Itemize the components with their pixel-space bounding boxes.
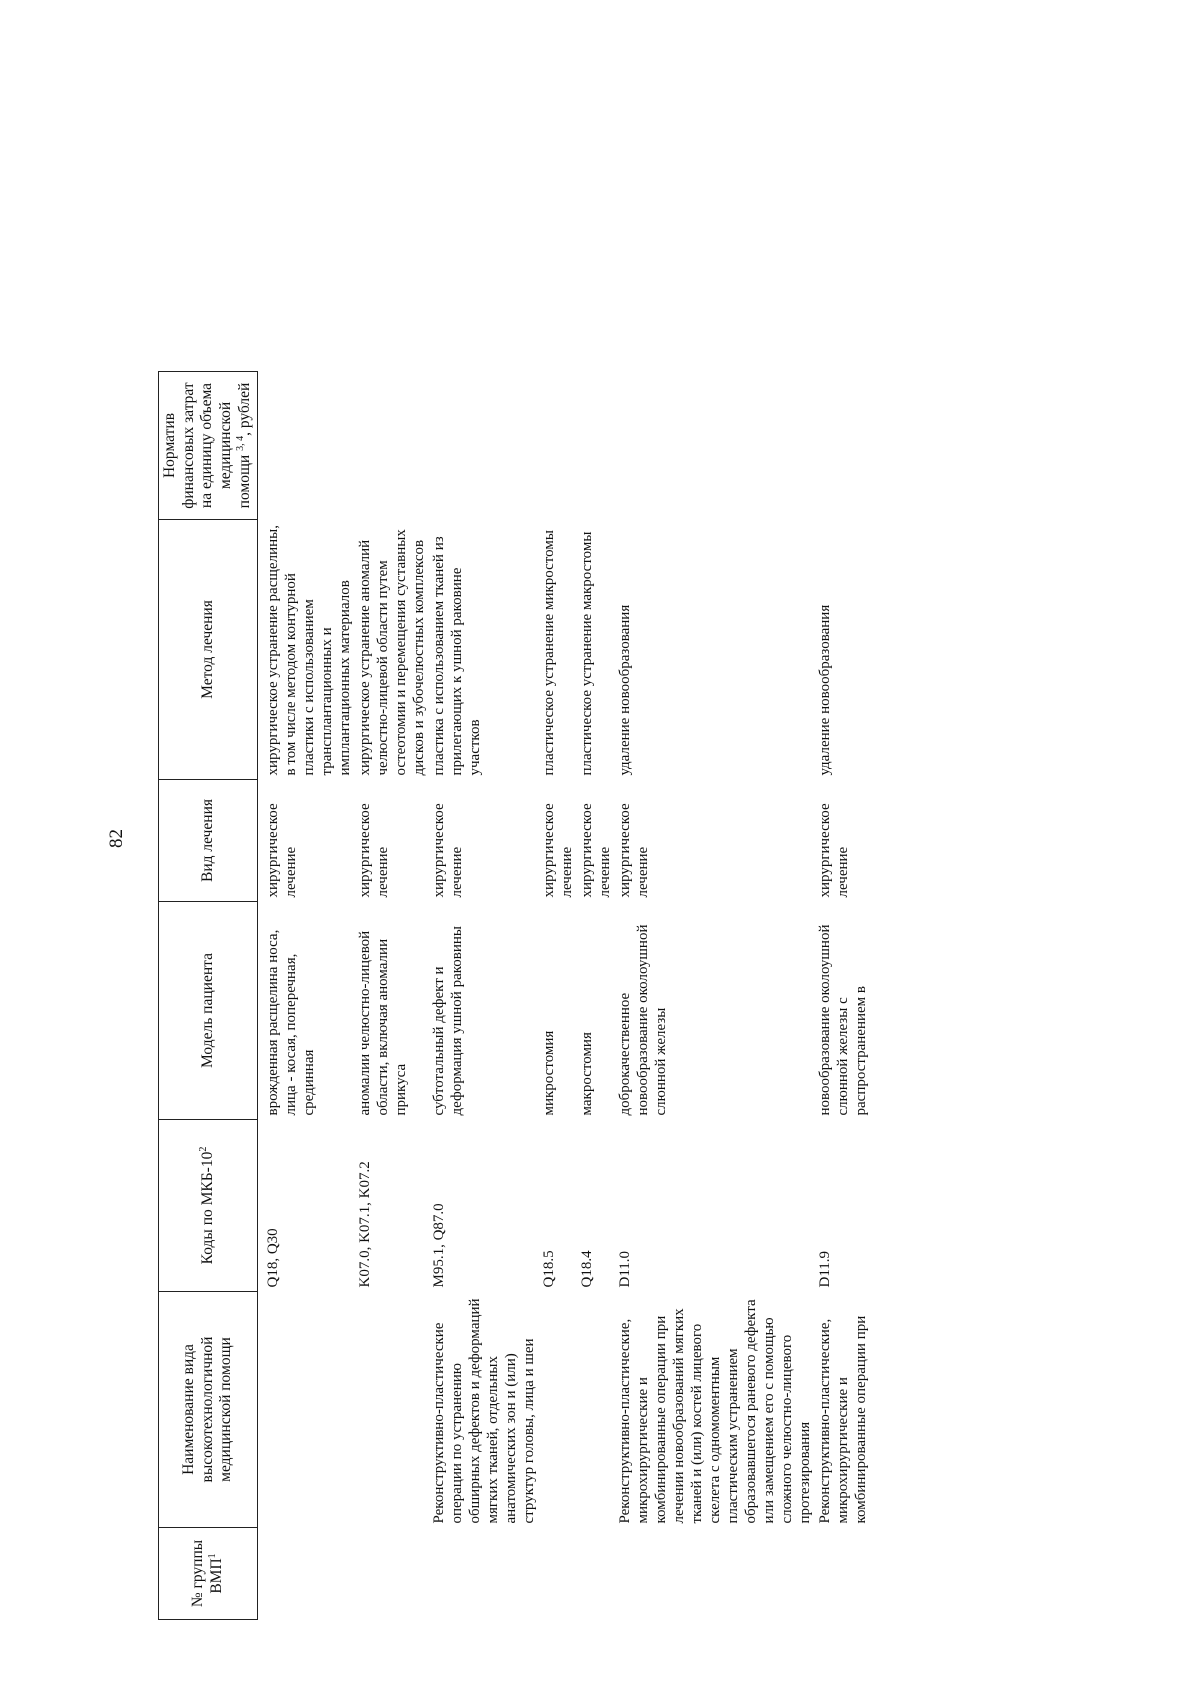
- cell-type: хирургическое лечение: [617, 803, 652, 898]
- cell-codes: M95.1, Q87.0: [431, 1203, 448, 1288]
- cell-group: [430, 1528, 540, 1620]
- header-care-type-name: Наименование вида высокотехнологичной медицинской помощи: [159, 1292, 258, 1528]
- cell-codes: D11.0: [617, 1250, 634, 1288]
- header-patient-model: Модель пациента: [159, 902, 258, 1120]
- cell-group: [356, 1528, 430, 1620]
- header-treatment-type: Вид лечения: [159, 780, 258, 902]
- cell-group: [616, 1528, 816, 1620]
- cell-cost: [540, 372, 578, 520]
- cell-cost: [816, 372, 872, 520]
- table-row: [816, 372, 872, 1620]
- cell-method: хирургическое устранение расщелины, в том числе методом контурной пластики с использованием трансплантационных и имплантационных материалов: [265, 525, 354, 776]
- header-group-number: № группы ВМП$^1$: [159, 1528, 258, 1620]
- cell-model: микростомия: [541, 1030, 558, 1116]
- table-row: [356, 372, 430, 1620]
- cell-name: Реконструктивно-пластические, микрохирургические и комбинированные операции при лечении новообразований мягких тканей и (или) костей лицевого скелета с одномоментным пластическим устранением образовавшегося раневого дефекта или замещением его с помощью сложного челюстно-лицевого протезирования: [617, 1299, 814, 1524]
- cell-codes: Q18.5: [541, 1250, 558, 1288]
- cell-name: [258, 1292, 357, 1528]
- cell-name: [540, 1292, 578, 1528]
- cell-group: [816, 1528, 872, 1620]
- cell-codes: K07.0, K07.1, K07.2: [357, 1161, 374, 1288]
- cell-cost: [430, 372, 540, 520]
- cell-group: [258, 1528, 357, 1620]
- table-row: [616, 372, 816, 1620]
- cell-type: хирургическое лечение: [357, 803, 392, 898]
- cell-name: Реконструктивно-пластические операции по устранению обширных дефектов и деформаций мягких тканей, отдельных анатомических зон и (или) структур головы, лица и шеи: [431, 1298, 538, 1524]
- cell-codes: D11.9: [817, 1250, 834, 1288]
- header-icd-codes: Коды по МКБ-$10^2$: [159, 1120, 258, 1292]
- cell-method: удаление новообразования: [817, 604, 834, 776]
- cell-method: пластика с использованием тканей из прилегающих к ушной раковине участков: [431, 536, 484, 776]
- cell-cost: [356, 372, 430, 520]
- table-header-row: [159, 372, 258, 1620]
- page-number: 82: [106, 829, 127, 848]
- cell-method: пластическое устранение микростомы: [541, 530, 558, 776]
- cell-group: [578, 1528, 616, 1620]
- cell-method: удаление новообразования: [617, 604, 634, 776]
- cell-model: доброкачественное новообразование околоушной слюнной железы: [617, 924, 670, 1116]
- cell-model: новообразование околоушной слюнной железы с распространением в: [817, 924, 870, 1116]
- table-row: [430, 372, 540, 1620]
- cell-group: [540, 1528, 578, 1620]
- table-row: [540, 372, 578, 1620]
- cell-cost: [258, 372, 357, 520]
- table-row: [578, 372, 616, 1620]
- cell-type: хирургическое лечение: [817, 803, 852, 898]
- table-row: [258, 372, 357, 1620]
- cell-name: [578, 1292, 616, 1528]
- cell-cost: [578, 372, 616, 520]
- cell-name: [356, 1292, 430, 1528]
- cell-type: хирургическое лечение: [265, 803, 300, 898]
- cell-type: хирургическое лечение: [541, 803, 576, 898]
- cell-cost: [616, 372, 816, 520]
- cell-model: аномалии челюстно-лицевой области, включая аномалии прикуса: [357, 930, 410, 1116]
- cell-method: пластическое устранение макростомы: [579, 531, 596, 776]
- cell-method: хирургическое устранение аномалий челюстно-лицевой области путем остеотомии и перемещения суставных дисков и зубочелюстных комплексов: [357, 529, 428, 776]
- cell-model: врожденная расщелина носа, лица - косая, поперечная, срединная: [265, 929, 318, 1116]
- header-treatment-method: Метод лечения: [159, 520, 258, 780]
- cell-type: хирургическое лечение: [431, 803, 466, 898]
- cell-name: Реконструктивно-пластические, микрохирургические и комбинированные операции при: [817, 1315, 870, 1524]
- cell-model: макростомия: [579, 1032, 596, 1116]
- header-financial-norm: Норматив финансовых затрат на единицу объема медицинской помощи $^{3, 4}$, рублей: [159, 372, 258, 520]
- cell-type: хирургическое лечение: [579, 803, 614, 898]
- cell-codes: Q18, Q30: [265, 1228, 282, 1288]
- cell-codes: Q18.4: [579, 1250, 596, 1288]
- vmp-table: [158, 371, 872, 1620]
- cell-model: субтотальный дефект и деформация ушной раковины: [431, 926, 466, 1116]
